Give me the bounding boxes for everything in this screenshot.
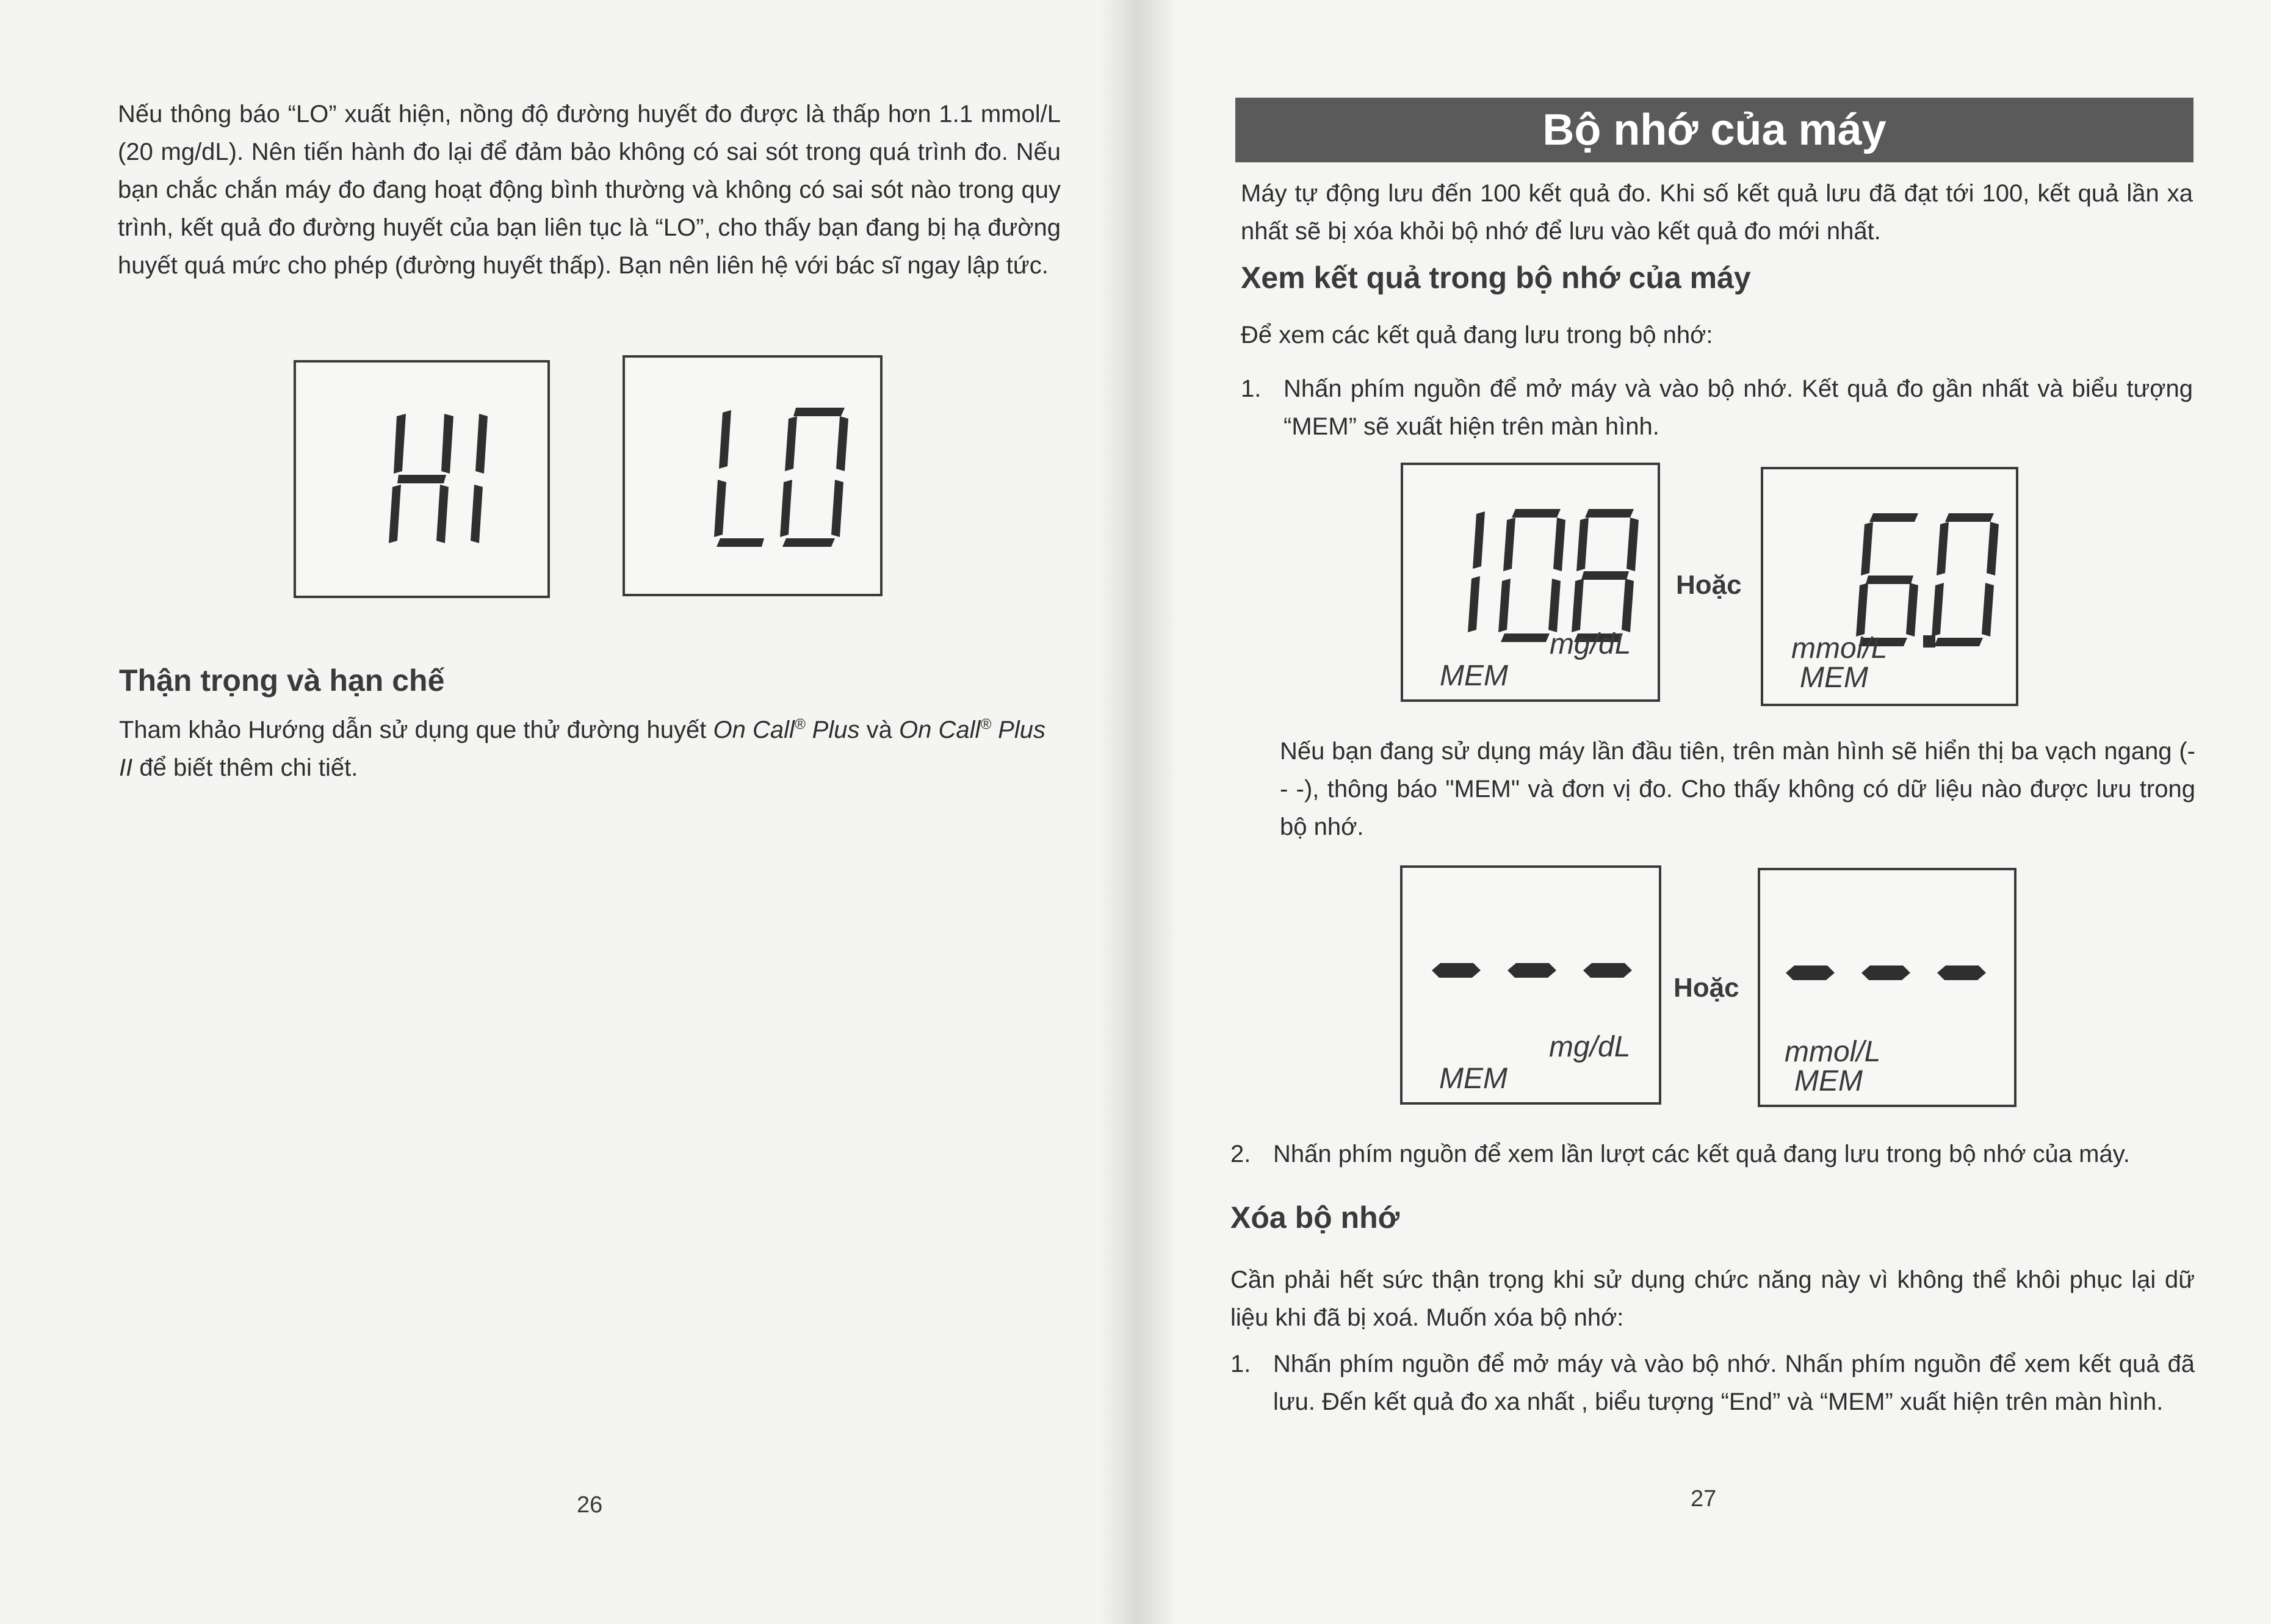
- caution-paragraph: [119, 711, 1065, 787]
- lcd-display-dashes-mmoll: [1758, 868, 2016, 1107]
- view-memory-heading: Xem kết quả trong bộ nhớ của máy: [1241, 261, 1751, 295]
- page-number-right: 27: [1691, 1486, 1717, 1512]
- lcd-unit-mmoll: mmol/L: [1785, 1036, 1881, 1068]
- lo-warning-paragraph: Nếu thông báo “LO” xuất hiện, nồng độ đường huyết đo được là thấp hơn 1.1 mmol/L (20 mg/dL). Nên tiến hành đo lại để đảm bảo không có sai sót trong quá trình đo. Nếu bạn chắc chắn máy đo đang hoạt động bình thường và không có sai sót nào trong quy trình, kết quả đo đường huyết của bạn liên tục là “LO”, cho thấy bạn đang bị hạ đường huyết quá mức cho phép (đường huyết thấp). Bạn nên liên hệ với bác sĩ ngay lập tức.: [118, 101, 1061, 279]
- view-step-2-text: Nhấn phím nguồn để xem lần lượt các kết quả đang lưu trong bộ nhớ của máy.: [1273, 1141, 2130, 1167]
- lcd-mem-label: MEM: [1439, 1063, 1507, 1095]
- caution-product1-suffix: Plus: [805, 716, 860, 743]
- delete-step-1-number: 1.: [1230, 1351, 1251, 1377]
- caution-product1: On Call: [713, 716, 795, 743]
- lcd-mem-label: MEM: [1440, 660, 1508, 692]
- delete-memory-intro: Cần phải hết sức thận trọng khi sử dụng chức năng này vì không thể khôi phục lại dữ liệu khi đã bị xoá. Muốn xóa bộ nhớ:: [1230, 1266, 2195, 1331]
- right-page: [1135, 0, 2271, 1624]
- view-step-2: [1230, 1135, 2195, 1178]
- caution-text-part2: và: [859, 716, 899, 743]
- left-page: [0, 0, 1135, 1624]
- lcd-display-hi: [294, 360, 550, 598]
- delete-memory-heading: Xóa bộ nhớ: [1230, 1200, 1400, 1235]
- view-step-1: [1241, 370, 2193, 449]
- lcd-mem-label: MEM: [1794, 1065, 1863, 1097]
- lcd-unit-mmoll: mmol/L: [1791, 632, 1888, 665]
- lcd-display-108-mgdl: [1401, 463, 1660, 702]
- memory-intro-paragraph: Máy tự động lưu đến 100 kết quả đo. Khi số kết quả lưu đã đạt tới 100, kết quả lần xa nhất sẽ bị xóa khỏi bộ nhớ để lưu vào kết quả đo mới nhất.: [1241, 180, 2193, 245]
- first-use-paragraph: Nếu bạn đang sử dụng máy lần đầu tiên, trên màn hình sẽ hiển thị ba vạch ngang (- - -), thông báo "MEM" và đơn vị đo. Cho thấy không có dữ liệu nào được lưu trong bộ nhớ.: [1280, 738, 2195, 840]
- caution-heading: Thận trọng và hạn chế: [119, 663, 445, 698]
- caution-text-part1: Tham khảo Hướng dẫn sử dụng que thử đường huyết: [119, 716, 713, 743]
- lcd-unit-mgdl: mg/dL: [1550, 628, 1631, 660]
- caution-product2-suffix: Plus II: [119, 716, 1045, 781]
- caution-reg1: ®: [794, 716, 806, 733]
- or-label-2: Hoặc: [1673, 973, 1739, 1003]
- view-step-2-number: 2.: [1230, 1141, 1251, 1167]
- lcd-display-dashes-mgdl: [1400, 865, 1661, 1105]
- seven-segment-lo-glyph: [625, 358, 880, 594]
- delete-step-1: [1230, 1345, 2195, 1461]
- caution-reg2: ®: [980, 716, 992, 733]
- caution-text-part3: để biết thêm chi tiết.: [132, 754, 358, 781]
- caution-product2: On Call: [898, 716, 981, 743]
- page-number-left: 26: [577, 1492, 603, 1518]
- view-memory-intro: Để xem các kết quả đang lưu trong bộ nhớ:: [1241, 322, 1713, 348]
- delete-step-1-text: Nhấn phím nguồn để mở máy và vào bộ nhớ. Nhấn phím nguồn để xem kết quả đã lưu. Đến kết quả đo xa nhất , biểu tượng “End” và “MEM” xuất hiện trên màn hình.: [1273, 1351, 2195, 1415]
- book-gutter-shadow: [1135, 0, 1178, 1624]
- lcd-mem-label: MEM: [1800, 662, 1868, 694]
- lcd-display-6-0-mmoll: [1761, 467, 2018, 706]
- section-banner: Bộ nhớ của máy: [1235, 98, 2193, 162]
- lcd-unit-mgdl: mg/dL: [1549, 1031, 1631, 1063]
- seven-segment-hi-glyph: [296, 363, 547, 596]
- or-label-1: Hoặc: [1676, 570, 1742, 600]
- view-step-1-text: Nhấn phím nguồn để mở máy và vào bộ nhớ. Kết quả đo gần nhất và biểu tượng “MEM” sẽ xuất hiện trên màn hình.: [1284, 375, 2193, 440]
- view-step-1-number: 1.: [1241, 375, 1262, 402]
- lcd-display-lo: [623, 355, 883, 596]
- book-gutter-shadow: [1099, 0, 1135, 1624]
